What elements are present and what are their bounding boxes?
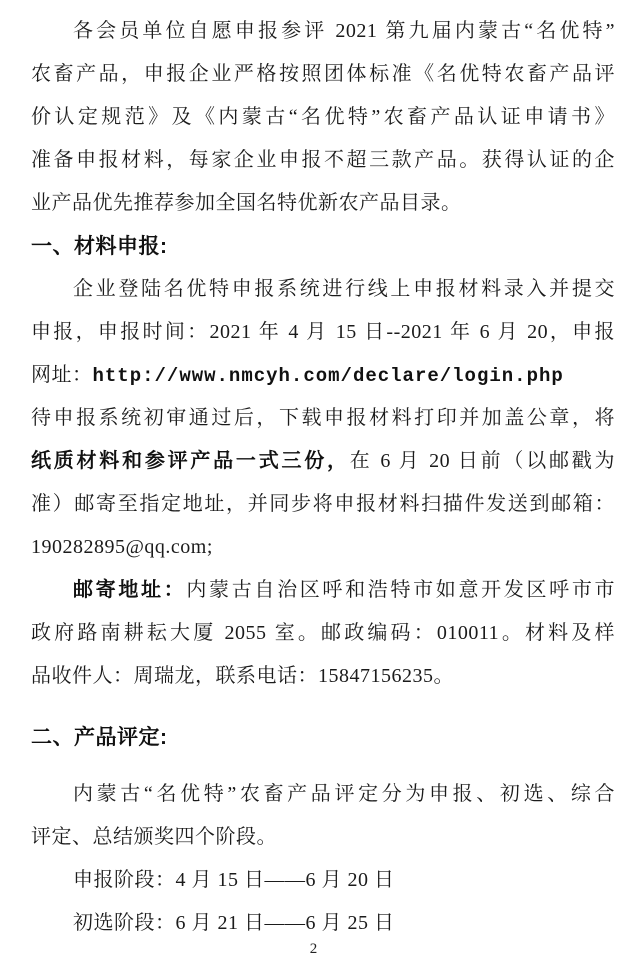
email-line: 190282895@qq.com; xyxy=(31,536,213,558)
section1-line-9: 政府路南耕耘大厦 2055 室。邮政编码：010011。材料及样 xyxy=(31,622,615,644)
stage-preselection-line: 初选阶段：6 月 21 日——6 月 25 日 xyxy=(73,912,395,934)
application-url-line xyxy=(31,354,615,397)
mailing-address-line xyxy=(31,569,615,612)
application-url-link[interactable]: http://www.nmcyh.com/declare/login.php xyxy=(92,365,564,387)
stage-application-line: 申报阶段：4 月 15 日——6 月 20 日 xyxy=(73,869,395,891)
section2-heading: 二、产品评定: xyxy=(31,726,168,749)
section2-line-1: 内蒙古“名优特”农畜产品评定分为申报、初选、综合 xyxy=(73,783,615,805)
mailing-address-text: 内蒙古自治区呼和浩特市如意开发区呼市市 xyxy=(186,579,615,601)
intro-line-1: 各会员单位自愿申报参评 2021 第九届内蒙古“名优特” xyxy=(73,20,615,42)
section2-line-2: 评定、总结颁奖四个阶段。 xyxy=(31,826,277,848)
section1-line-1: 企业登陆名优特申报系统进行线上申报材料录入并提交 xyxy=(73,278,615,300)
mailing-address-label: 邮寄地址： xyxy=(73,579,187,601)
page-number: 2 xyxy=(309,941,318,957)
section1-line-6: 准）邮寄至指定地址，并同步将申报材料扫描件发送到邮箱： xyxy=(31,493,615,515)
section1-line-5 xyxy=(31,440,615,483)
section1-heading: 一、材料申报: xyxy=(31,235,168,258)
intro-line-3: 价认定规范》及《内蒙古“名优特”农畜产品认证申请书》 xyxy=(31,106,615,128)
section1-line-2: 申报，申报时间：2021 年 4 月 15 日--2021 年 6 月 20，申报 xyxy=(31,321,615,343)
intro-line-4: 准备申报材料，每家企业申报不超三款产品。获得认证的企 xyxy=(31,149,615,171)
section1-line-10: 品收件人：周瑞龙，联系电话：15847156235。 xyxy=(31,665,454,687)
intro-line-2: 农畜产品，申报企业严格按照团体标准《名优特农畜产品评 xyxy=(31,63,615,85)
url-label: 网址： xyxy=(31,364,93,386)
section1-line-5-rest: 在 6 月 20 日前（以邮戳为 xyxy=(349,450,615,472)
bold-paper-materials-text: 纸质材料和参评产品一式三份， xyxy=(31,450,350,472)
section1-line-4: 待申报系统初审通过后，下载申报材料打印并加盖公章，将 xyxy=(31,407,615,429)
intro-line-5: 业产品优先推荐参加全国名特优新农产品目录。 xyxy=(31,192,462,214)
